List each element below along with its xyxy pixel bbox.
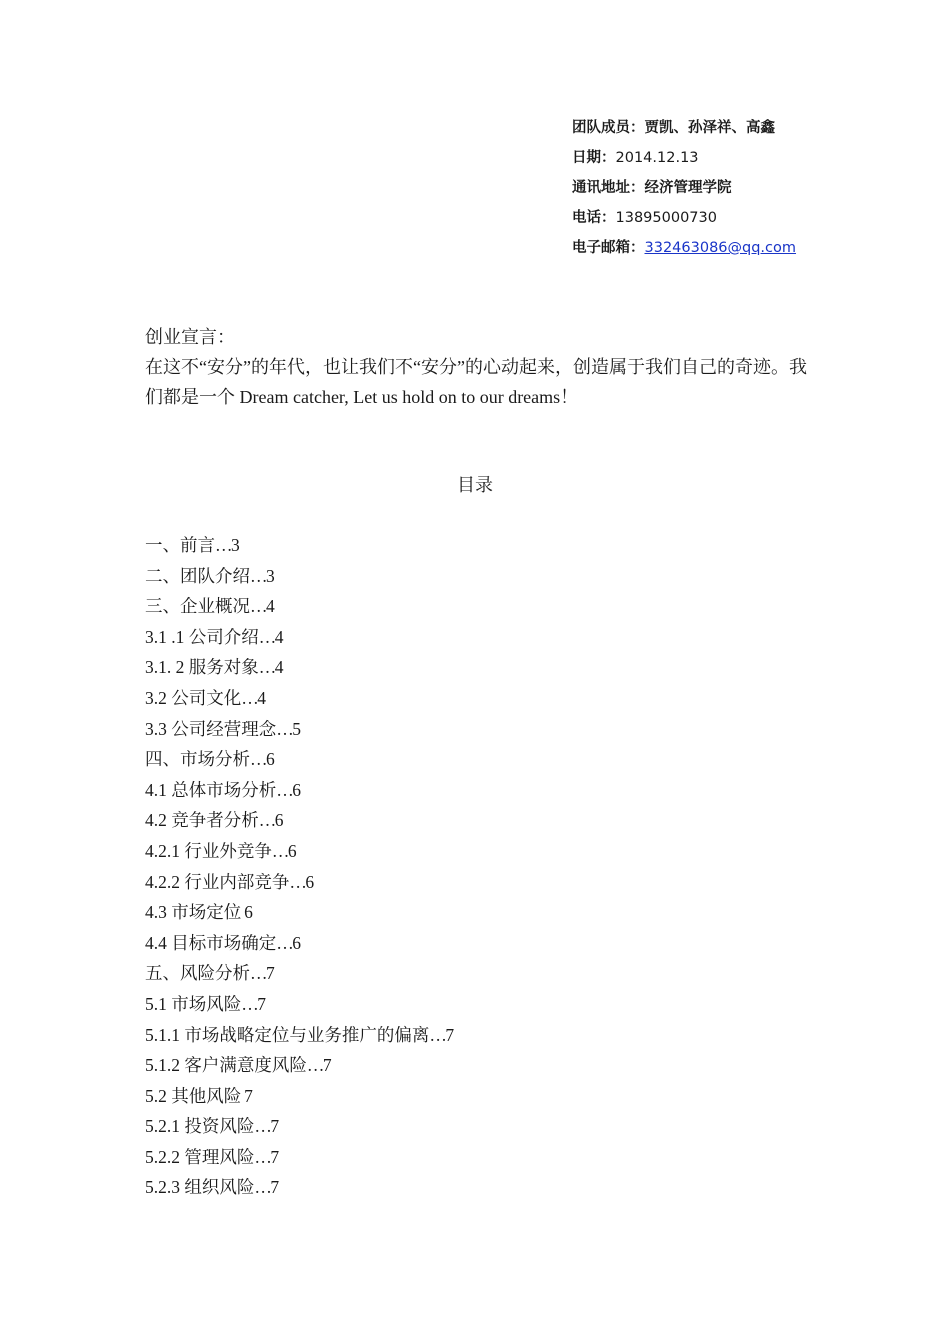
- date-label: 日期：: [572, 150, 616, 166]
- toc-entry[interactable]: [145, 1081, 810, 1112]
- toc-entry[interactable]: [145, 744, 810, 775]
- toc-entry-text: 5.1.2 客户满意度风险: [145, 1055, 307, 1076]
- toc-entry[interactable]: [145, 1020, 810, 1051]
- toc-entry-text: 5.2.1 投资风险: [145, 1116, 255, 1137]
- address-value: 经济管理学院: [644, 180, 732, 196]
- manifesto-body: 在这不“安分”的年代，也让我们不“安分”的心动起来，创造属于我们自己的奇迹。我们都是一个 Dream catcher, Let us hold on to our dreams！: [145, 357, 807, 407]
- toc-entry[interactable]: [145, 622, 810, 653]
- toc-entry-leader-dots: …: [429, 1024, 446, 1045]
- toc-entry-text: 5.1 市场风险: [145, 993, 242, 1014]
- toc-entry-page-number: 6: [305, 871, 315, 892]
- toc-entry[interactable]: [145, 989, 810, 1020]
- table-of-contents: [145, 530, 810, 1203]
- toc-entry-text: 5.2.3 组织风险: [145, 1177, 255, 1198]
- toc-entry-page-number: 6: [292, 932, 301, 953]
- toc-entry-text: 四、市场分析: [145, 749, 250, 770]
- toc-entry[interactable]: [145, 928, 810, 959]
- toc-entry-text: 3.1 .1 公司介绍: [145, 626, 259, 647]
- toc-entry-text: 4.2.1 行业外竞争: [145, 840, 272, 861]
- toc-entry-leader-dots: …: [250, 565, 266, 586]
- toc-entry[interactable]: [145, 805, 810, 836]
- toc-entry-leader-dots: …: [271, 840, 288, 861]
- toc-entry-page-number: 3: [266, 565, 275, 586]
- toc-entry[interactable]: [145, 867, 810, 898]
- toc-entry-leader-dots: …: [250, 963, 266, 984]
- toc-entry-text: 3.2 公司文化: [145, 687, 242, 708]
- toc-entry-text: 4.2.2 行业内部竞争: [145, 871, 290, 892]
- toc-entry-page-number: 6: [274, 810, 284, 831]
- toc-entry-page-number: 7: [257, 993, 266, 1014]
- toc-entry-text: 5.2 其他风险: [145, 1085, 242, 1106]
- toc-entry-leader-dots: …: [276, 932, 293, 953]
- toc-entry-leader-dots: …: [241, 687, 258, 708]
- address-label: 通讯地址：: [572, 180, 645, 196]
- toc-entry[interactable]: [145, 561, 810, 592]
- toc-entry[interactable]: [145, 683, 810, 714]
- toc-entry[interactable]: [145, 775, 810, 806]
- email-label: 电子邮箱：: [572, 240, 645, 256]
- toc-entry-page-number: 7: [322, 1055, 332, 1076]
- email-link[interactable]: 332463086@qq.com: [644, 240, 797, 256]
- toc-entry-text: 4.3 市场定位: [145, 902, 242, 923]
- toc-entry-leader-dots: …: [215, 535, 231, 555]
- toc-entry[interactable]: [145, 958, 810, 989]
- toc-entry-leader-dots: …: [254, 1177, 271, 1198]
- toc-entry-text: 三、企业概况: [145, 596, 250, 617]
- toc-entry-text: 5.2.2 管理风险: [145, 1146, 255, 1167]
- toc-entry-page-number: 6: [292, 779, 301, 800]
- toc-entry-page-number: 5: [292, 718, 301, 739]
- toc-entry-leader-dots: …: [306, 1055, 323, 1076]
- toc-entry-page-number: 7: [445, 1024, 455, 1045]
- email-line: [572, 236, 796, 266]
- toc-entry-leader-dots: …: [276, 718, 293, 739]
- toc-entry[interactable]: [145, 1050, 810, 1081]
- manifesto-section: [145, 322, 810, 412]
- toc-entry-leader-dots: …: [289, 871, 306, 892]
- toc-entry-text: 二、团队介绍: [145, 565, 250, 586]
- toc-entry-page-number: 4: [274, 657, 284, 678]
- toc-entry-text: 五、风险分析: [145, 963, 250, 984]
- team-members-line: [572, 116, 796, 146]
- phone-label: 电话：: [572, 210, 616, 226]
- team-members-label: 团队成员：: [572, 120, 645, 136]
- toc-entry-leader-dots: …: [241, 993, 258, 1014]
- toc-entry-page-number: 6: [244, 902, 253, 923]
- toc-entry-page-number: 4: [266, 596, 275, 617]
- toc-entry[interactable]: [145, 714, 810, 745]
- toc-entry-text: 一、前言: [145, 535, 215, 555]
- toc-entry-page-number: 7: [270, 1177, 280, 1198]
- date-line: [572, 146, 796, 176]
- date-value: 2014.12.13: [615, 150, 699, 166]
- toc-entry[interactable]: [145, 897, 810, 928]
- toc-title: 目录: [457, 475, 493, 495]
- toc-entry[interactable]: [145, 591, 810, 622]
- toc-entry-leader-dots: …: [258, 626, 275, 647]
- toc-entry-leader-dots: …: [250, 749, 266, 770]
- toc-entry-leader-dots: …: [254, 1146, 271, 1167]
- toc-entry[interactable]: [145, 1111, 810, 1142]
- toc-entry[interactable]: [145, 530, 810, 561]
- toc-entry-leader-dots: …: [258, 810, 275, 831]
- toc-entry-text: 4.2 竞争者分析: [145, 810, 259, 831]
- toc-entry-page-number: 6: [287, 840, 297, 861]
- manifesto-title: 创业宣言：: [145, 327, 235, 347]
- toc-entry-leader-dots: …: [276, 779, 293, 800]
- toc-entry-leader-dots: …: [254, 1116, 271, 1137]
- phone-line: [572, 206, 796, 236]
- toc-entry-page-number: 7: [270, 1146, 280, 1167]
- toc-entry-leader-dots: …: [258, 657, 275, 678]
- toc-entry[interactable]: [145, 652, 810, 683]
- toc-entry-text: 4.1 总体市场分析: [145, 779, 277, 800]
- team-members-value: 贾凯、孙泽祥、高鑫: [644, 120, 775, 136]
- toc-entry-page-number: 7: [244, 1085, 253, 1106]
- toc-entry-text: 4.4 目标市场确定: [145, 932, 277, 953]
- toc-entry-page-number: 7: [266, 963, 275, 984]
- toc-entry-page-number: 6: [266, 749, 275, 770]
- toc-entry-page-number: 7: [270, 1116, 280, 1137]
- toc-entry[interactable]: [145, 1142, 810, 1173]
- address-line: [572, 176, 796, 206]
- toc-entry-page-number: 3: [231, 535, 240, 555]
- toc-entry-text: 3.3 公司经营理念: [145, 718, 277, 739]
- toc-entry-text: 5.1.1 市场战略定位与业务推广的偏离: [145, 1024, 430, 1045]
- contact-info-block: [572, 116, 796, 266]
- toc-entry-leader-dots: …: [250, 596, 266, 617]
- toc-entry-text: 3.1. 2 服务对象: [145, 657, 259, 678]
- phone-value: 13895000730: [615, 210, 717, 226]
- toc-entry[interactable]: [145, 1172, 810, 1203]
- toc-entry-page-number: 4: [274, 626, 284, 647]
- toc-entry[interactable]: [145, 836, 810, 867]
- toc-entry-page-number: 4: [257, 687, 266, 708]
